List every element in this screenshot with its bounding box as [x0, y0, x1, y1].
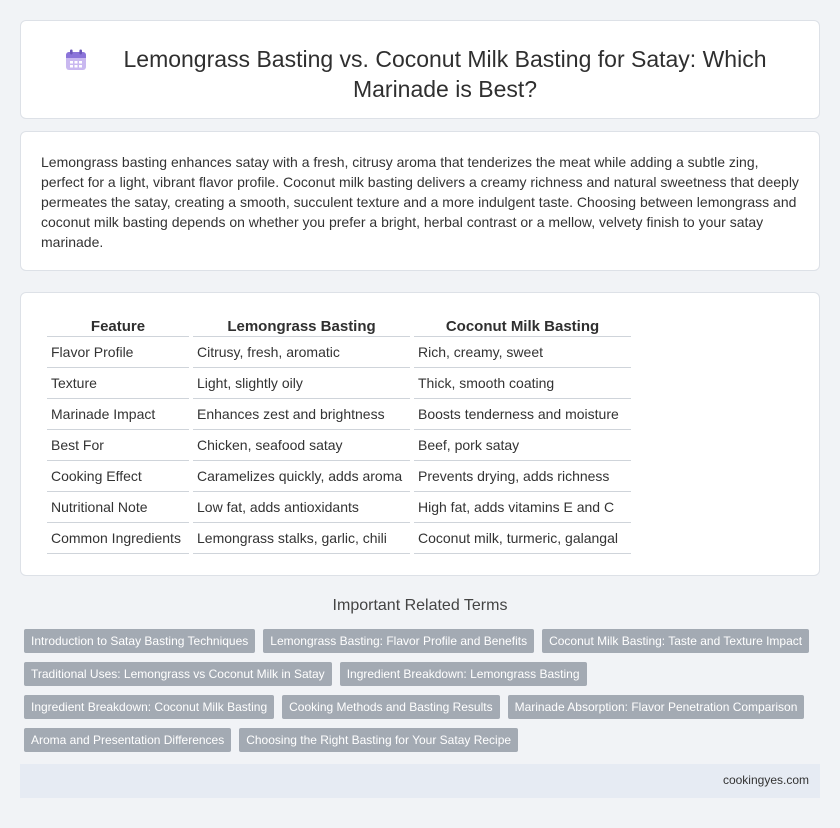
related-term-tag[interactable]: Cooking Methods and Basting Results [282, 695, 499, 719]
related-term-tag[interactable]: Introduction to Satay Basting Techniques [24, 629, 255, 653]
related-term-tag[interactable]: Traditional Uses: Lemongrass vs Coconut Milk in Satay [24, 662, 332, 686]
comparison-table-card [20, 292, 820, 576]
intro-paragraph: Lemongrass basting enhances satay with a fresh, citrusy aroma that tenderizes the meat while adding a subtle zing, perfect for a light, vibrant flavor profile. Coconut milk basting delivers a creamy richness and natural sweetness that deeply permeates the satay, creating a smooth, succulent texture and a more indulgent taste. Choosing between lemongrass and coconut milk basting depends on whether you prefer a bright, herbal contrast or a mellow, velvety finish to your satay marinade. [41, 154, 799, 250]
table-cell: Beef, pork satay [414, 430, 631, 461]
header-lemongrass: Lemongrass Basting [193, 315, 410, 337]
table-cell: Flavor Profile [47, 337, 189, 368]
table-cell: Cooking Effect [47, 461, 189, 492]
table-cell: Boosts tenderness and moisture [414, 399, 631, 430]
table-cell: Coconut milk, turmeric, galangal [414, 523, 631, 554]
intro-card [20, 131, 820, 271]
table-cell: Citrusy, fresh, aromatic [193, 337, 410, 368]
table-cell: Prevents drying, adds richness [414, 461, 631, 492]
related-term-tag[interactable]: Marinade Absorption: Flavor Penetration Comparison [508, 695, 805, 719]
table-cell: Thick, smooth coating [414, 368, 631, 399]
comparison-table [43, 315, 635, 554]
calendar-icon [63, 47, 89, 73]
table-cell: Lemongrass stalks, garlic, chili [193, 523, 410, 554]
table-row [47, 337, 631, 368]
footer [20, 764, 820, 798]
table-cell: Chicken, seafood satay [193, 430, 410, 461]
tag-row [24, 695, 824, 719]
related-term-tag[interactable]: Lemongrass Basting: Flavor Profile and Benefits [263, 629, 534, 653]
related-term-tag[interactable]: Ingredient Breakdown: Lemongrass Basting [340, 662, 587, 686]
header-coconut-milk: Coconut Milk Basting [414, 315, 631, 337]
tag-row [24, 629, 824, 653]
table-header-row [47, 315, 631, 337]
related-term-tag[interactable]: Aroma and Presentation Differences [24, 728, 231, 752]
table-cell: Light, slightly oily [193, 368, 410, 399]
table-row [47, 461, 631, 492]
tag-row [24, 662, 824, 686]
related-terms-list [24, 629, 824, 761]
table-row [47, 399, 631, 430]
related-term-tag[interactable]: Choosing the Right Basting for Your Satay Recipe [239, 728, 518, 752]
table-row [47, 492, 631, 523]
table-cell: Rich, creamy, sweet [414, 337, 631, 368]
related-terms-title: Important Related Terms [332, 597, 508, 614]
table-row [47, 368, 631, 399]
table-cell: Marinade Impact [47, 399, 189, 430]
table-cell: Best For [47, 430, 189, 461]
table-cell: Nutritional Note [47, 492, 189, 523]
related-term-tag[interactable]: Ingredient Breakdown: Coconut Milk Basting [24, 695, 274, 719]
table-cell: High fat, adds vitamins E and C [414, 492, 631, 523]
table-cell: Caramelizes quickly, adds aroma [193, 461, 410, 492]
table-cell: Common Ingredients [47, 523, 189, 554]
footer-site-link[interactable]: cookingyes.com [722, 773, 809, 787]
header-feature: Feature [47, 315, 189, 337]
table-row [47, 523, 631, 554]
table-cell: Low fat, adds antioxidants [193, 492, 410, 523]
table-row [47, 430, 631, 461]
table-cell: Texture [47, 368, 189, 399]
tag-row [24, 728, 824, 752]
related-term-tag[interactable]: Coconut Milk Basting: Taste and Texture Impact [542, 629, 809, 653]
page-title: Lemongrass Basting vs. Coconut Milk Basting for Satay: Which Marinade is Best? [123, 46, 767, 102]
table-cell: Enhances zest and brightness [193, 399, 410, 430]
